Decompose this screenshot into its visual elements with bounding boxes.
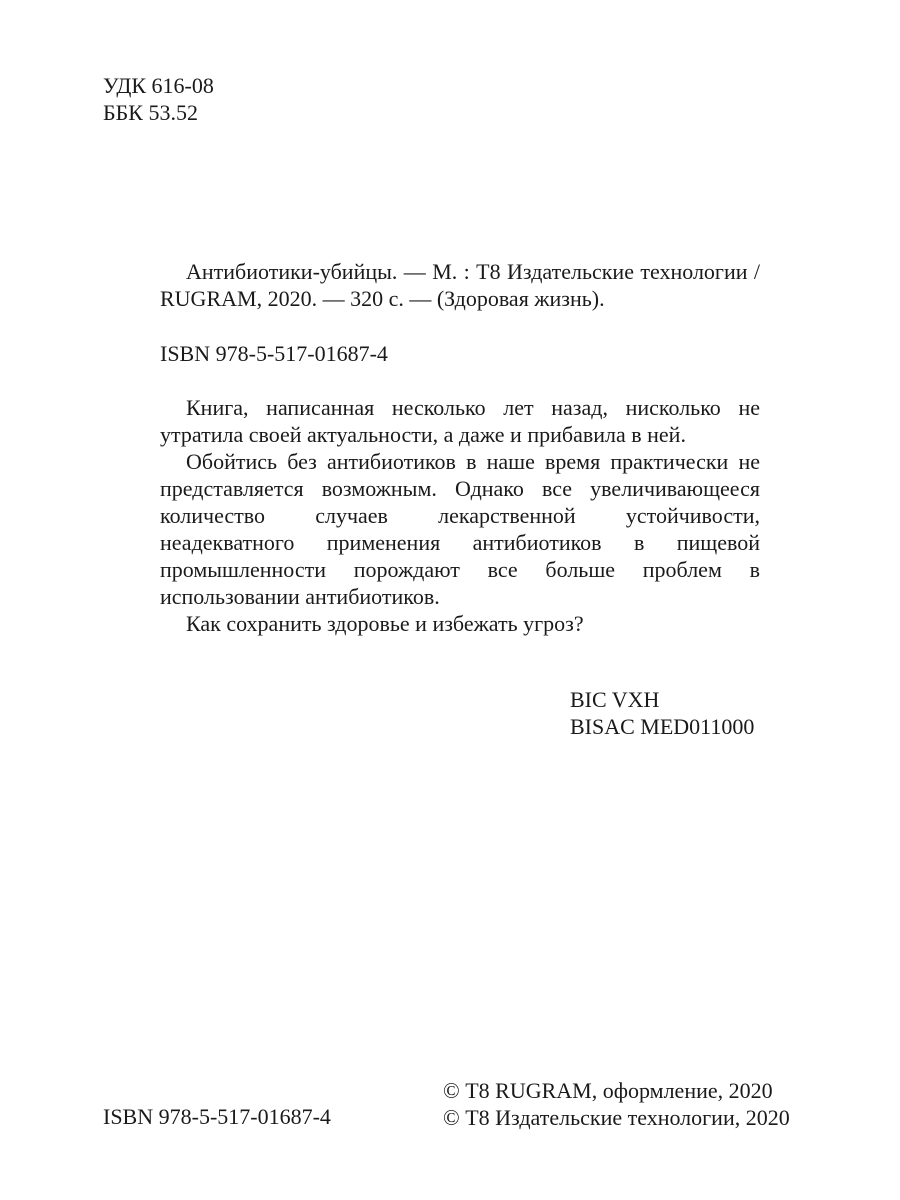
annotation: [160, 394, 760, 637]
copyright-line-publisher: © Т8 Издательские технологии, 2020: [443, 1105, 790, 1130]
isbn-main: ISBN 978-5-517-01687-4: [160, 341, 388, 366]
bisac-code: BISAC MED011000: [570, 714, 755, 739]
subject-codes: [570, 686, 754, 740]
copyright-block: [443, 1077, 790, 1131]
bbk-code: ББК 53.52: [103, 100, 198, 125]
isbn-bottom: ISBN 978-5-517-01687-4: [103, 1104, 331, 1129]
bibliographic-record-text: Антибиотики-убийцы. — М. : Т8 Издательские технологии / RUGRAM, 2020. — 320 с. — (Здоровая жизнь).: [160, 259, 760, 311]
udk-code: УДК 616-08: [103, 73, 214, 98]
bic-code: BIC VXH: [570, 687, 660, 712]
annotation-paragraph: Обойтись без антибиотиков в наше время практически не представляется возможным. Однако все увеличивающееся количество случаев лекарственной устойчивости, неадекватного применения антибиотиков в пищевой промышленности порождают все больше проблем в использовании антибиотиков.: [160, 449, 760, 609]
classification-block: [103, 72, 403, 126]
copyright-line-design: © Т8 RUGRAM, оформление, 2020: [443, 1078, 773, 1103]
bibliographic-record: [160, 258, 760, 312]
annotation-paragraph: Как сохранить здоровье и избежать угроз?: [186, 611, 584, 636]
annotation-paragraph: Книга, написанная несколько лет назад, нисколько не утратила своей актуальности, а даже и прибавила в ней.: [160, 395, 760, 447]
